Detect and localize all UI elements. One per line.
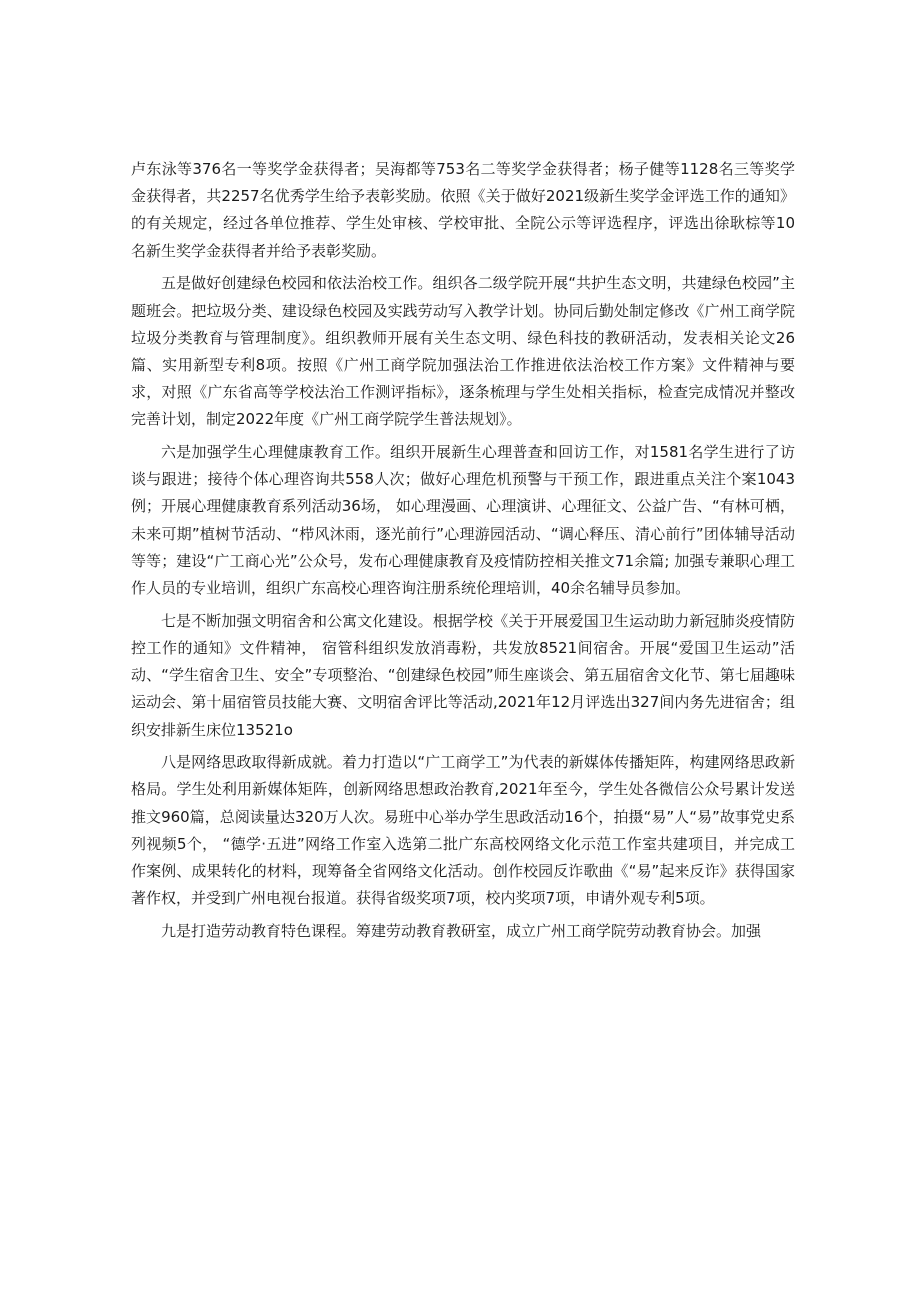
paragraph-online-ideology: 八是网络思政取得新成就。着力打造以“广工商学工”为代表的新媒体传播矩阵，构建网络思政新格局。学生处利用新媒体矩阵，创新网络思想政治教育,2021年至今，学生处各微信公众号累计发送推文960篇，总阅读量达320万人次。易班中心举办学生思政活动16个，拍摄“易”人“易”故事党史系列视频5个， “德学·五进”网络工作室入选第二批广东高校网络文化示范工作室共建项目，并完成工作案例、成果转化的材料，现筹备全省网络文化活动。创作校园反诈歌曲《“易”起来反诈》获得国家著作权，并受到广州电视台报道。获得省级奖项7项，校内奖项7项，申请外观专利5项。 — [131, 753, 795, 908]
paragraph-mental-health: 六是加强学生心理健康教育工作。组织开展新生心理普查和回访工作，对1581名学生进行了访谈与跟进；接待个体心理咨询共558人次；做好心理危机预警与干预工作，跟进重点关注个案1043例；开展心理健康教育系列活动36场， 如心理漫画、心理演讲、心理征文、公益广告、“有林可栖，未来可期”植树节活动、“栉风沐雨，逐光前行”心理游园活动、“调心释压、清心前行”团体辅导活动等等；建设“广工商心光”公众号，发布心理健康教育及疫情防控相关推文71余篇; 加强专兼职心理工作人员的专业培训，组织广东高校心理咨询注册系统伦理培训，40余名辅导员参加。 — [131, 443, 795, 598]
paragraph-labor-education: 九是打造劳动教育特色课程。筹建劳动教育教研室，成立广州工商学院劳动教育协会。加强 — [161, 921, 762, 940]
paragraph-dormitory-culture: 七是不断加强文明宿舍和公寓文化建设。根据学校《关于开展爱国卫生运动助力新冠肺炎疫情防控工作的通知》文件精神， 宿管科组织发放消毒粉，共发放8521间宿舍。开展“爱国卫生运动”活动、“学生宿舍卫生、安全”专项整治、“创建绿色校园”师生座谈会、第五届宿舍文化节、第七届趣味运动会、第十届宿管员技能大赛、文明宿舍评比等活动,2021年12月评选出327间内务先进宿舍；组织安排新生床位13521o — [131, 611, 795, 739]
paragraph-green-campus: 五是做好创建绿色校园和依法治校工作。组织各二级学院开展“共护生态文明，共建绿色校园”主题班会。把垃圾分类、建设绿色校园及实践劳动写入教学计划。协同后勤处制定修改《广州工商学院垃圾分类教育与管理制度》。组织教师开展有关生态文明、绿色科技的教研活动，发表相关论文26篇、实用新型专利8项。按照《广州工商学院加强法治工作推进依法治校工作方案》文件精神与要求，对照《广东省高等学校法治工作测评指标》，逐条梳理与学生处相关指标，检查完成情况并整改完善计划，制定2022年度《广州工商学院学生普法规划》。 — [131, 274, 795, 429]
paragraph-scholarship-continued: 卢东泳等376名一等奖学金获得者；吴海都等753名二等奖学金获得者；杨子健等1128名三等奖学金获得者，共2257名优秀学生给予表彰奖励。依照《关于做好2021级新生奖学金评选工作的通知》的有关规定，经过各单位推荐、学生处审核、学校审批、全院公示等评选程序，评选出徐耿棕等10名新生奖学金获得者并给予表彰奖励。 — [131, 160, 795, 260]
document-body — [131, 156, 795, 951]
